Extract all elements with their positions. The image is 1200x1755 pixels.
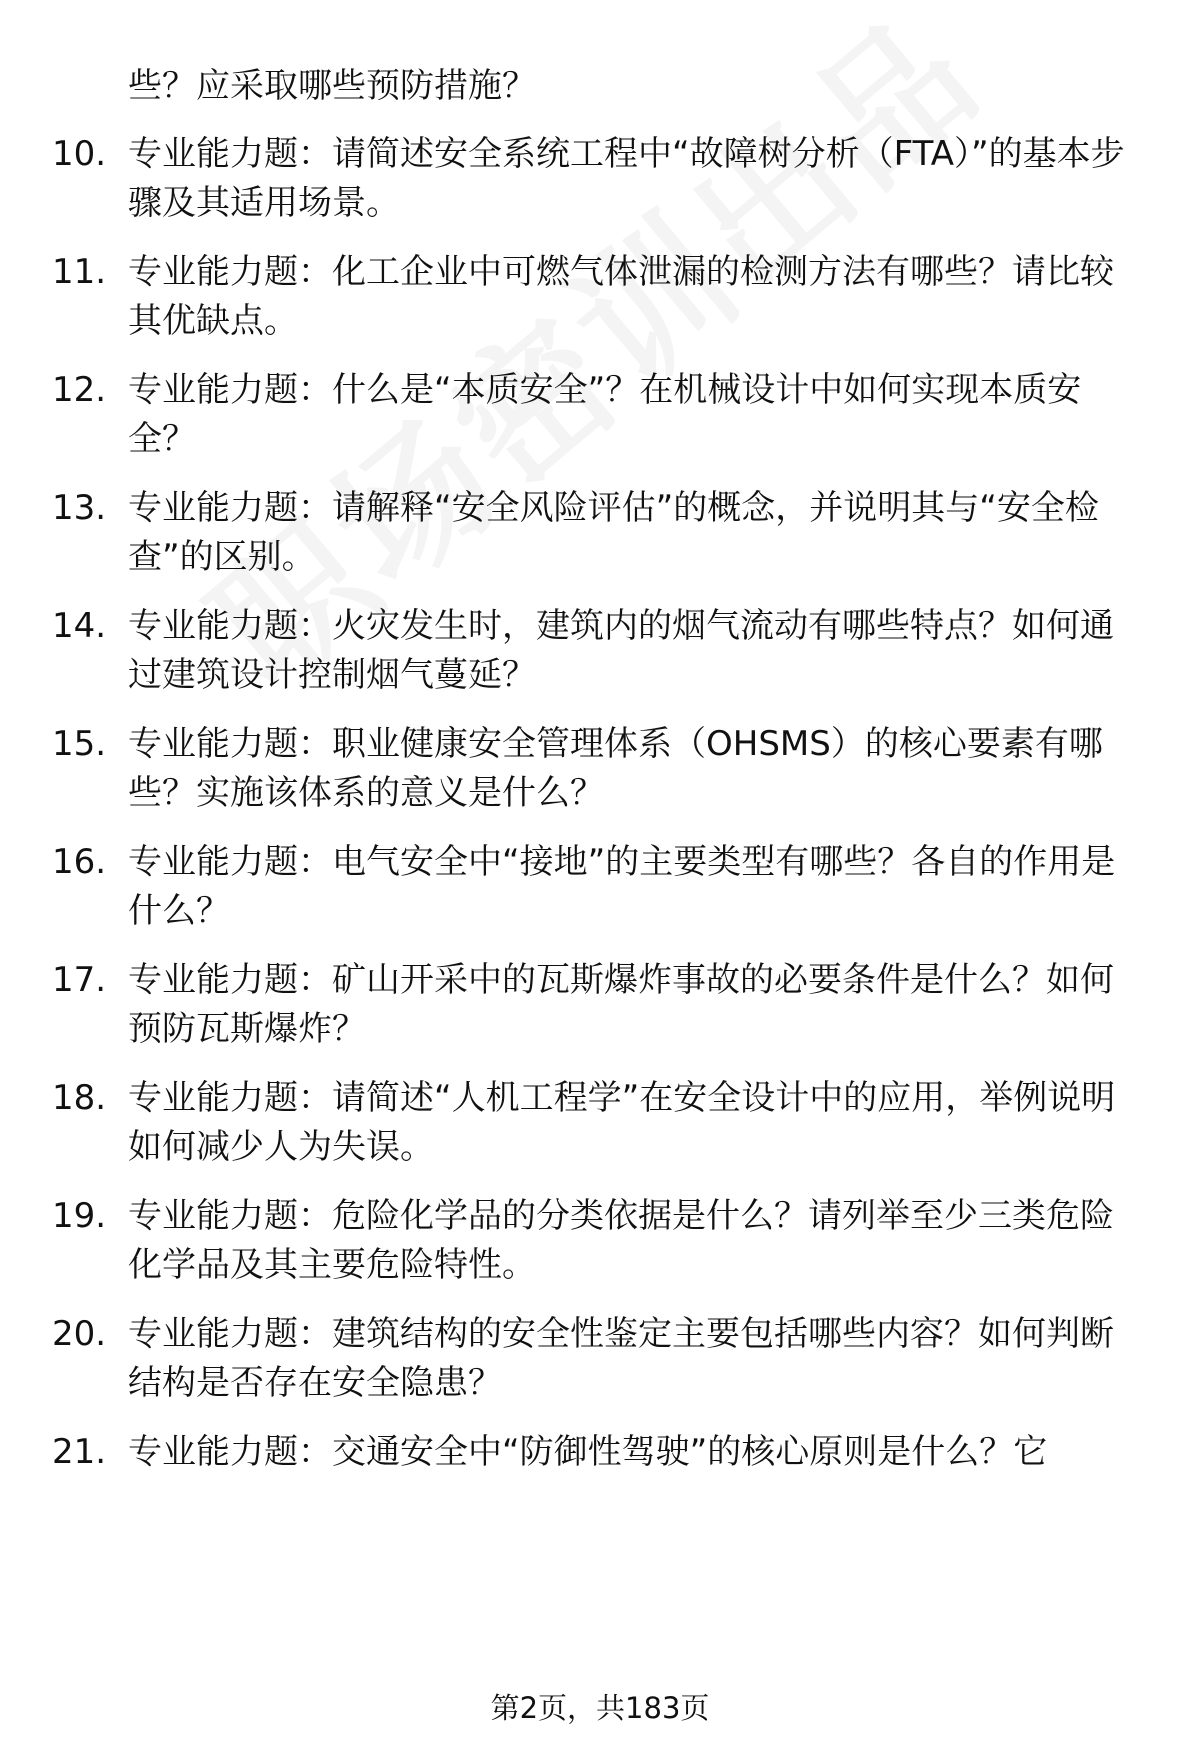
question-number: 12. [52, 370, 107, 410]
question-text: 专业能力题：火灾发生时，建筑内的烟气流动有哪些特点？如何通过建筑设计控制烟气蔓延？ [128, 606, 1114, 695]
question-item [0, 366, 1200, 466]
page-footer: 第2页，共183页 [490, 1691, 710, 1725]
question-text: 专业能力题：建筑结构的安全性鉴定主要包括哪些内容？如何判断结构是否存在安全隐患？ [128, 1314, 1114, 1403]
question-number: 14. [52, 606, 107, 646]
question-item [0, 1428, 1200, 1528]
question-text: 专业能力题：请简述安全系统工程中“故障树分析（FTA）”的基本步骤及其适用场景。 [128, 134, 1125, 223]
question-item [0, 1310, 1200, 1410]
question-number: 17. [52, 960, 107, 1000]
question-item [0, 130, 1200, 230]
question-text: 专业能力题：交通安全中“防御性驾驶”的核心原则是什么？它 [128, 1432, 1048, 1472]
continuation-text: 些？应采取哪些预防措施？ [128, 66, 536, 106]
question-number: 21. [52, 1432, 107, 1472]
question-item [0, 248, 1200, 348]
question-item [0, 1192, 1200, 1292]
question-number: 20. [52, 1314, 107, 1354]
question-number: 13. [52, 488, 107, 528]
question-text: 专业能力题：职业健康安全管理体系（OHSMS）的核心要素有哪些？实施该体系的意义是什么？ [128, 724, 1103, 813]
question-item [0, 956, 1200, 1056]
question-number: 18. [52, 1078, 107, 1118]
question-item [0, 602, 1200, 702]
question-number: 16. [52, 842, 107, 882]
question-item [0, 720, 1200, 820]
question-item [0, 838, 1200, 938]
question-text: 专业能力题：请解释“安全风险评估”的概念，并说明其与“安全检查”的区别。 [128, 488, 1099, 577]
question-text: 专业能力题：矿山开采中的瓦斯爆炸事故的必要条件是什么？如何预防瓦斯爆炸？ [128, 960, 1114, 1049]
question-number: 19. [52, 1196, 107, 1236]
question-text: 专业能力题：危险化学品的分类依据是什么？请列举至少三类危险化学品及其主要危险特性。 [128, 1196, 1114, 1285]
question-text: 专业能力题：化工企业中可燃气体泄漏的检测方法有哪些？请比较其优缺点。 [128, 252, 1114, 341]
question-number: 11. [52, 252, 107, 292]
question-text: 专业能力题：电气安全中“接地”的主要类型有哪些？各自的作用是什么？ [128, 842, 1116, 931]
question-number: 15. [52, 724, 107, 764]
question-text: 专业能力题：什么是“本质安全”？在机械设计中如何实现本质安全？ [128, 370, 1082, 459]
question-item [0, 484, 1200, 584]
question-item [0, 1074, 1200, 1174]
question-number: 10. [52, 134, 107, 174]
question-text: 专业能力题：请简述“人机工程学”在安全设计中的应用，举例说明如何减少人为失误。 [128, 1078, 1116, 1167]
